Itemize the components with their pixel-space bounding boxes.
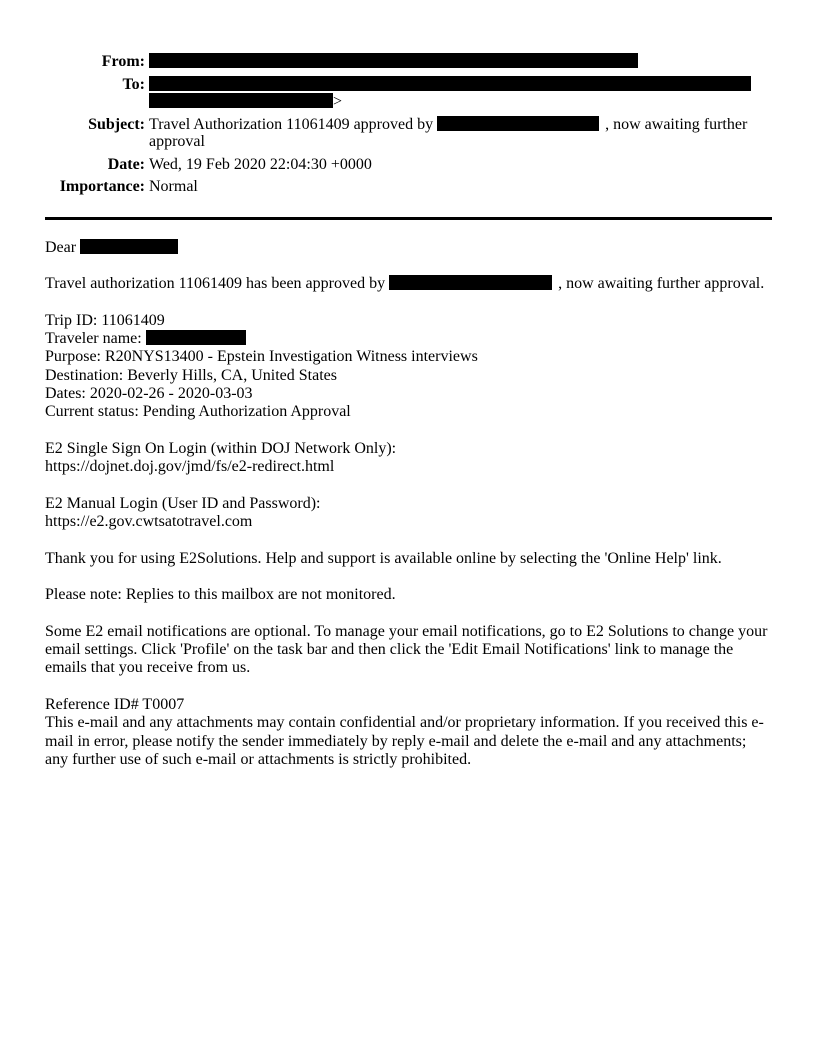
trip-id-line: Trip ID: 11061409 [45, 311, 165, 329]
subject-text-before: Travel Authorization 11061409 approved by [149, 115, 438, 133]
destination-line: Destination: Beverly Hills, CA, United States [45, 366, 337, 384]
redaction-bar-to-line2 [149, 93, 333, 108]
date-value: Wed, 19 Feb 2020 22:04:30 +0000 [149, 155, 372, 173]
current-status-line: Current status: Pending Authorization Approval [45, 403, 351, 421]
approval-text-after: , now awaiting further approval. [558, 275, 765, 293]
sso-login-title: E2 Single Sign On Login (within DOJ Network Only): [45, 439, 397, 457]
importance-label: Importance: [59, 178, 145, 195]
greeting-line [45, 239, 785, 257]
header-row-to [45, 76, 771, 116]
importance-value: Normal [149, 178, 198, 195]
header-row-importance [45, 178, 771, 201]
header-divider [45, 217, 772, 220]
manual-login-url: https://e2.gov.cwtsatotravel.com [45, 512, 253, 530]
to-label: To: [122, 75, 145, 93]
from-value [149, 53, 771, 76]
email-header [45, 53, 771, 201]
header-row-from [45, 53, 771, 76]
subject-label: Subject: [88, 115, 145, 133]
mailbox-note-line: Please note: Replies to this mailbox are not monitored. [45, 586, 396, 604]
notifications-line-2: email settings. Click 'Profile' on the task bar and then click the 'Edit Email Notifications' link to manage the [45, 641, 734, 659]
email-body [45, 239, 785, 770]
redaction-bar-to-line1 [149, 76, 751, 91]
approval-line [45, 275, 785, 293]
manual-login-title: E2 Manual Login (User ID and Password): [45, 494, 321, 512]
redaction-bar-subject [437, 116, 599, 131]
to-suffix: > [333, 93, 343, 110]
header-row-subject [45, 116, 771, 156]
sso-login-url: https://dojnet.doj.gov/jmd/fs/e2-redirect.html [45, 458, 335, 476]
redaction-bar-approver-name [389, 275, 552, 290]
greeting-text: Dear [45, 238, 81, 256]
thanks-line: Thank you for using E2Solutions. Help and support is available online by selecting the 'Online Help' link. [45, 549, 722, 567]
traveler-name-label: Traveler name: [45, 329, 146, 347]
purpose-line: Purpose: R20NYS13400 - Epstein Investigation Witness interviews [45, 348, 478, 366]
notifications-line-3: emails that you receive from us. [45, 659, 251, 677]
from-label: From: [101, 53, 145, 70]
disclaimer-line-1: This e-mail and any attachments may contain confidential and/or proprietary information. If you received this e- [45, 714, 764, 732]
subject-text-after: , now awaiting further approval [149, 115, 748, 150]
disclaimer-line-3: any further use of such e-mail or attachments is strictly prohibited. [45, 750, 472, 768]
approval-text-before: Travel authorization 11061409 has been approved by [45, 275, 390, 293]
redaction-bar-traveler-name [146, 330, 246, 345]
reference-id-line: Reference ID# T0007 [45, 695, 185, 713]
subject-value [149, 116, 771, 156]
traveler-name-line [45, 330, 785, 348]
redaction-bar-greeting-name [80, 239, 178, 254]
redaction-bar-from [149, 53, 638, 68]
to-value [149, 76, 771, 116]
dates-line: Dates: 2020-02-26 - 2020-03-03 [45, 384, 253, 402]
disclaimer-line-2: mail in error, please notify the sender immediately by reply e-mail and delete the e-mail and any attachments; [45, 732, 747, 750]
notifications-line-1: Some E2 email notifications are optional. To manage your email notifications, go to E2 Solutions to change your [45, 622, 768, 640]
date-label: Date: [107, 155, 145, 173]
header-row-date [45, 156, 771, 179]
